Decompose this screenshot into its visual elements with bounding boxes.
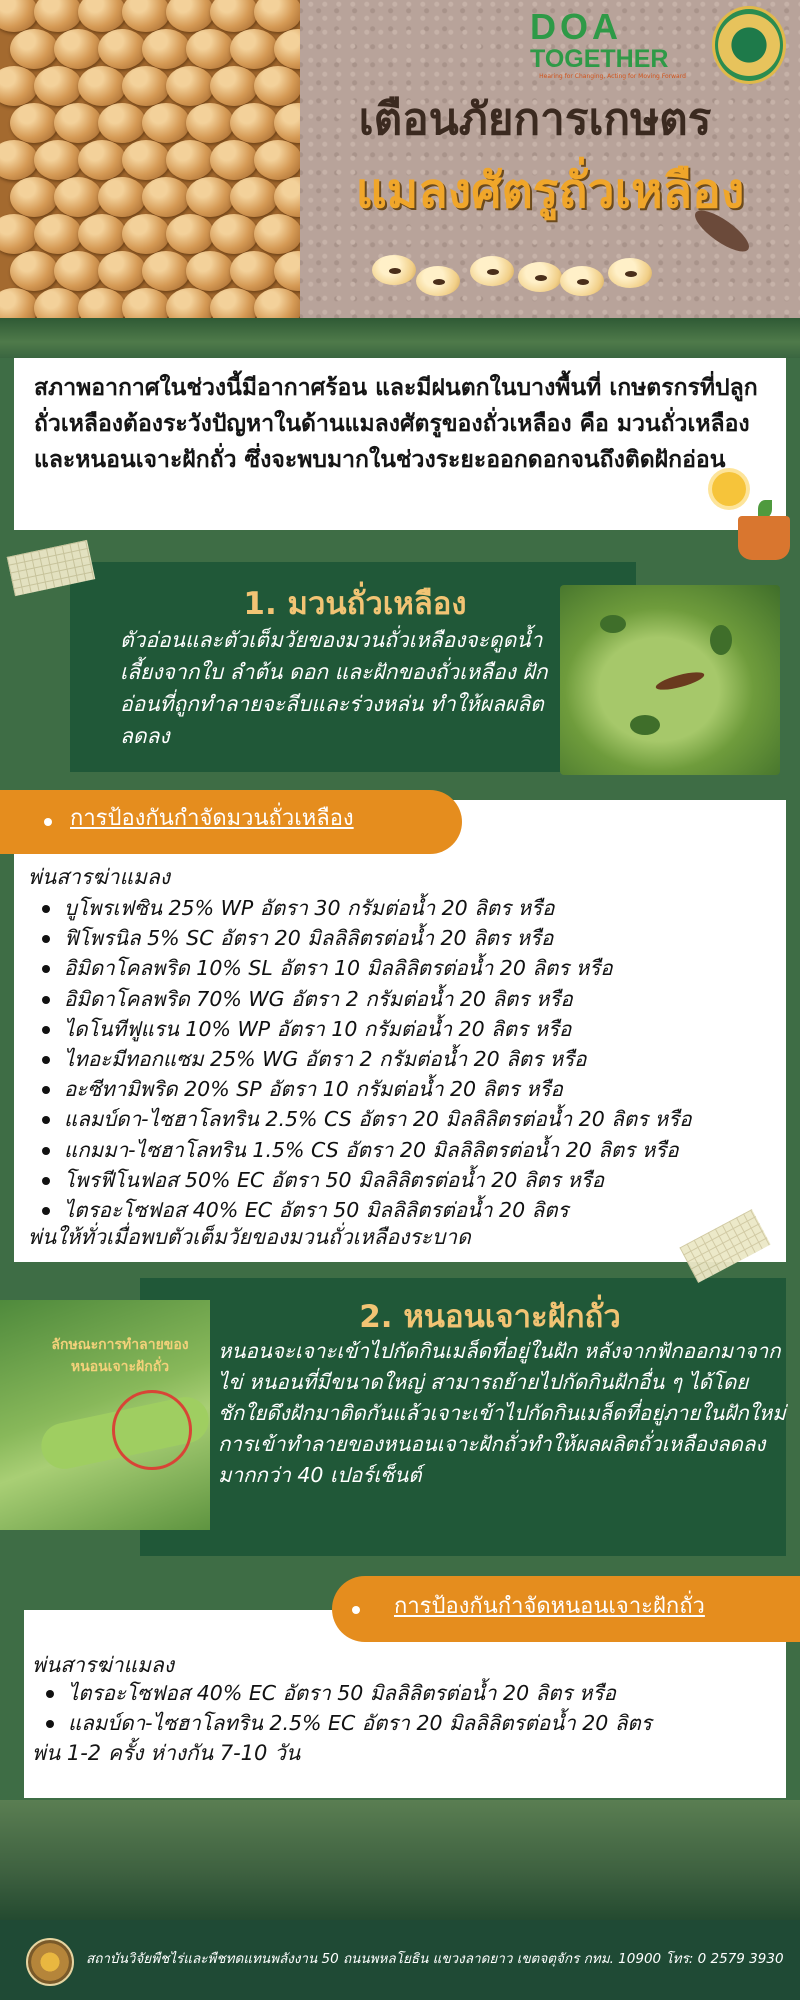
soybean-icon	[230, 177, 278, 217]
seed-icon	[560, 266, 604, 296]
grass-strip	[0, 318, 800, 358]
institute-logo-icon	[26, 1938, 74, 1986]
soybean-icon	[98, 103, 146, 143]
list-item: แลมบ์ดา-ไซฮาโลทริน 2.5% EC อัตรา 20 มิลลิลิตรต่อน้ำ 20 ลิตร	[42, 1708, 652, 1738]
list-item: โพรฟีโนฟอส 50% EC อัตรา 50 มิลลิลิตรต่อน้ำ 20 ลิตร หรือ	[38, 1165, 692, 1195]
list-item: บูโพรเฟซิน 25% WP อัตรา 30 กรัมต่อน้ำ 20 ลิตร หรือ	[38, 893, 692, 923]
prevention2-outro: พ่น 1-2 ครั้ง ห่างกัน 7-10 วัน	[32, 1741, 301, 1765]
list-item: ไตรอะโซฟอส 40% EC อัตรา 50 มิลลิลิตรต่อน้ำ 20 ลิตร หรือ	[42, 1678, 652, 1708]
soybean-icon	[34, 140, 82, 180]
soybean-icon	[254, 0, 300, 32]
list-item: แลมบ์ดา-ไซฮาโลทริน 2.5% CS อัตรา 20 มิลลิลิตรต่อน้ำ 20 ลิตร หรือ	[38, 1104, 692, 1134]
soybean-icon	[186, 251, 234, 291]
soybean-bug-photo	[560, 585, 780, 775]
intro-box	[14, 358, 786, 530]
soybean-icon	[230, 251, 278, 291]
list-item: อะซีทามิพริด 20% SP อัตรา 10 กรัมต่อน้ำ 20 ลิตร หรือ	[38, 1074, 692, 1104]
section1-text: ตัวอ่อนและตัวเต็มวัยของมวนถั่วเหลืองจะดูดน้ำเลี้ยงจากใบ ลำต้น ดอก และฝักของถั่วเหลือง ฝักอ่อนที่ถูกทำลายจะลีบและร่วงหล่น ทำให้ผลผลิตลดลง	[120, 628, 548, 748]
bullet-icon	[352, 1606, 360, 1614]
soybean-icon	[34, 214, 82, 254]
seed-icon	[608, 258, 652, 288]
prevention2-label: การป้องกันกำจัดหนอนเจาะฝักถั่ว	[394, 1594, 705, 1619]
soybean-icon	[54, 251, 102, 291]
soybean-icon	[0, 214, 38, 254]
list-item: อิมิดาโคลพริด 10% SL อัตรา 10 มิลลิลิตรต่อน้ำ 20 ลิตร หรือ	[38, 953, 692, 983]
soybean-icon	[186, 103, 234, 143]
logo-line2: TOGETHER	[530, 45, 669, 73]
soybean-icon	[210, 66, 258, 106]
page-subtitle: แมลงศัตรูถั่วเหลือง	[355, 163, 745, 219]
soybean-icon	[142, 177, 190, 217]
list-item: อิมิดาโคลพริด 70% WG อัตรา 2 กรัมต่อน้ำ 20 ลิตร หรือ	[38, 984, 692, 1014]
soybean-icon	[98, 251, 146, 291]
leaf-background	[0, 1800, 800, 1920]
soybean-icon	[98, 177, 146, 217]
damage-circle-icon	[112, 1390, 192, 1470]
soybean-icon	[166, 214, 214, 254]
soybean-icon	[34, 0, 82, 32]
soybean-icon	[166, 66, 214, 106]
soybean-icon	[54, 103, 102, 143]
list-item: แกมมา-ไซฮาโลทริน 1.5% CS อัตรา 20 มิลลิลิตรต่อน้ำ 20 ลิตร หรือ	[38, 1135, 692, 1165]
list-item: ไตรอะโซฟอส 40% EC อัตรา 50 มิลลิลิตรต่อน้ำ 20 ลิตร	[38, 1195, 692, 1225]
bullet-icon	[44, 818, 52, 826]
soybean-icon	[142, 251, 190, 291]
soybean-icon	[54, 29, 102, 69]
prevention1-chemical-list	[38, 893, 692, 1225]
list-item: ไดโนทีฟูแรน 10% WP อัตรา 10 กรัมต่อน้ำ 20 ลิตร หรือ	[38, 1014, 692, 1044]
list-item: ไทอะมีทอกแซม 25% WG อัตรา 2 กรัมต่อน้ำ 20 ลิตร หรือ	[38, 1044, 692, 1074]
soybean-icon	[274, 251, 300, 291]
prevention2-chemical-list	[42, 1678, 652, 1738]
soybean-icon	[166, 0, 214, 32]
soybean-icon	[78, 140, 126, 180]
prevention1-intro: พ่นสารฆ่าแมลง	[28, 865, 170, 889]
sun-icon	[712, 472, 746, 506]
soybean-icon	[98, 29, 146, 69]
seed-icon	[470, 256, 514, 286]
soybean-icon	[230, 29, 278, 69]
logo-line1: DOA	[530, 6, 622, 47]
soybean-icon	[10, 103, 58, 143]
prevention2-intro: พ่นสารฆ่าแมลง	[32, 1653, 174, 1677]
section2-photo-caption: ลักษณะการทำลายของหนอนเจาะฝักถั่ว	[51, 1337, 189, 1375]
soybean-icon	[122, 140, 170, 180]
bug-icon	[654, 669, 705, 694]
soybean-icon	[34, 66, 82, 106]
soybean-icon	[166, 140, 214, 180]
soybean-icon	[10, 29, 58, 69]
section2-text: หนอนจะเจาะเข้าไปกัดกินเมล็ดที่อยู่ในฝัก หลังจากฟักออกมาจากไข่ หนอนที่มีขนาดใหญ่ สามารถย้ายไปกัดกินฝักอื่น ๆ ได้โดยชักใยดึงฝักมาติดกันแล้วเจาะเข้าไปกัดกินเมล็ดที่อยู่ภายในฝักใหม่ การเข้าทำลายของหนอนเจาะฝักถั่วทำให้ผลผลิตถั่วเหลืองลดลงมากกว่า 40 เปอร์เซ็นต์	[218, 1339, 786, 1487]
soybean-icon	[122, 0, 170, 32]
soybean-icon	[78, 66, 126, 106]
soybean-icon	[186, 29, 234, 69]
logo-slogan: Hearing for Changing, Acting for Moving Forward	[539, 73, 686, 80]
prevention1-outro: พ่นให้ทั่วเมื่อพบตัวเต็มวัยของมวนถั่วเหลืองระบาด	[28, 1225, 471, 1249]
department-emblem-icon	[712, 6, 786, 84]
page-title: เตือนภัยการเกษตร	[358, 94, 712, 145]
soybean-icon	[122, 214, 170, 254]
section2-heading: 2. หนอนเจาะฝักถั่ว	[359, 1299, 621, 1335]
soybean-icon	[78, 0, 126, 32]
seed-icon	[416, 266, 460, 296]
soybean-icon	[78, 214, 126, 254]
soybean-photo	[0, 0, 300, 325]
soybean-icon	[186, 177, 234, 217]
prevention1-label: การป้องกันกำจัดมวนถั่วเหลือง	[70, 806, 354, 831]
soybean-icon	[210, 214, 258, 254]
soybean-icon	[274, 177, 300, 217]
list-item: ฟิโพรนิล 5% SC อัตรา 20 มิลลิลิตรต่อน้ำ 20 ลิตร หรือ	[38, 923, 692, 953]
soybean-icon	[230, 103, 278, 143]
footer-address: สถาบันวิจัยพืชไร่และพืชทดแทนพลังงาน 50 ถนนพหลโยธิน แขวงลาดยาว เขตจตุจักร กทม. 10900 โทร: 0 2579 3930	[86, 1951, 784, 1967]
soybean-icon	[210, 140, 258, 180]
soybean-icon	[122, 66, 170, 106]
soybean-icon	[0, 66, 38, 106]
soybean-icon	[142, 29, 190, 69]
seed-icon	[372, 255, 416, 285]
soybean-icon	[254, 214, 300, 254]
intro-text: สภาพอากาศในช่วงนี้มีอากาศร้อน และมีฝนตกในบางพื้นที่ เกษตรกรที่ปลูกถั่วเหลืองต้องระวังปัญหาในด้านแมลงศัตรูของถั่วเหลือง คือ มวนถั่วเหลือง และหนอนเจาะฝักถั่ว ซึ่งจะพบมากในช่วงระยะออกดอกจนถึงติดฝักอ่อน	[34, 375, 758, 473]
seed-icon	[518, 262, 562, 292]
soybean-icon	[0, 0, 38, 32]
plant-pot-icon	[738, 516, 790, 560]
soybean-icon	[10, 251, 58, 291]
soybean-icon	[274, 29, 300, 69]
soybean-icon	[54, 177, 102, 217]
soybean-icon	[10, 177, 58, 217]
doa-together-logo	[530, 8, 695, 78]
soybean-icon	[142, 103, 190, 143]
soybean-icon	[210, 0, 258, 32]
section1-heading: 1. มวนถั่วเหลือง	[243, 586, 467, 622]
soybean-icon	[0, 140, 38, 180]
